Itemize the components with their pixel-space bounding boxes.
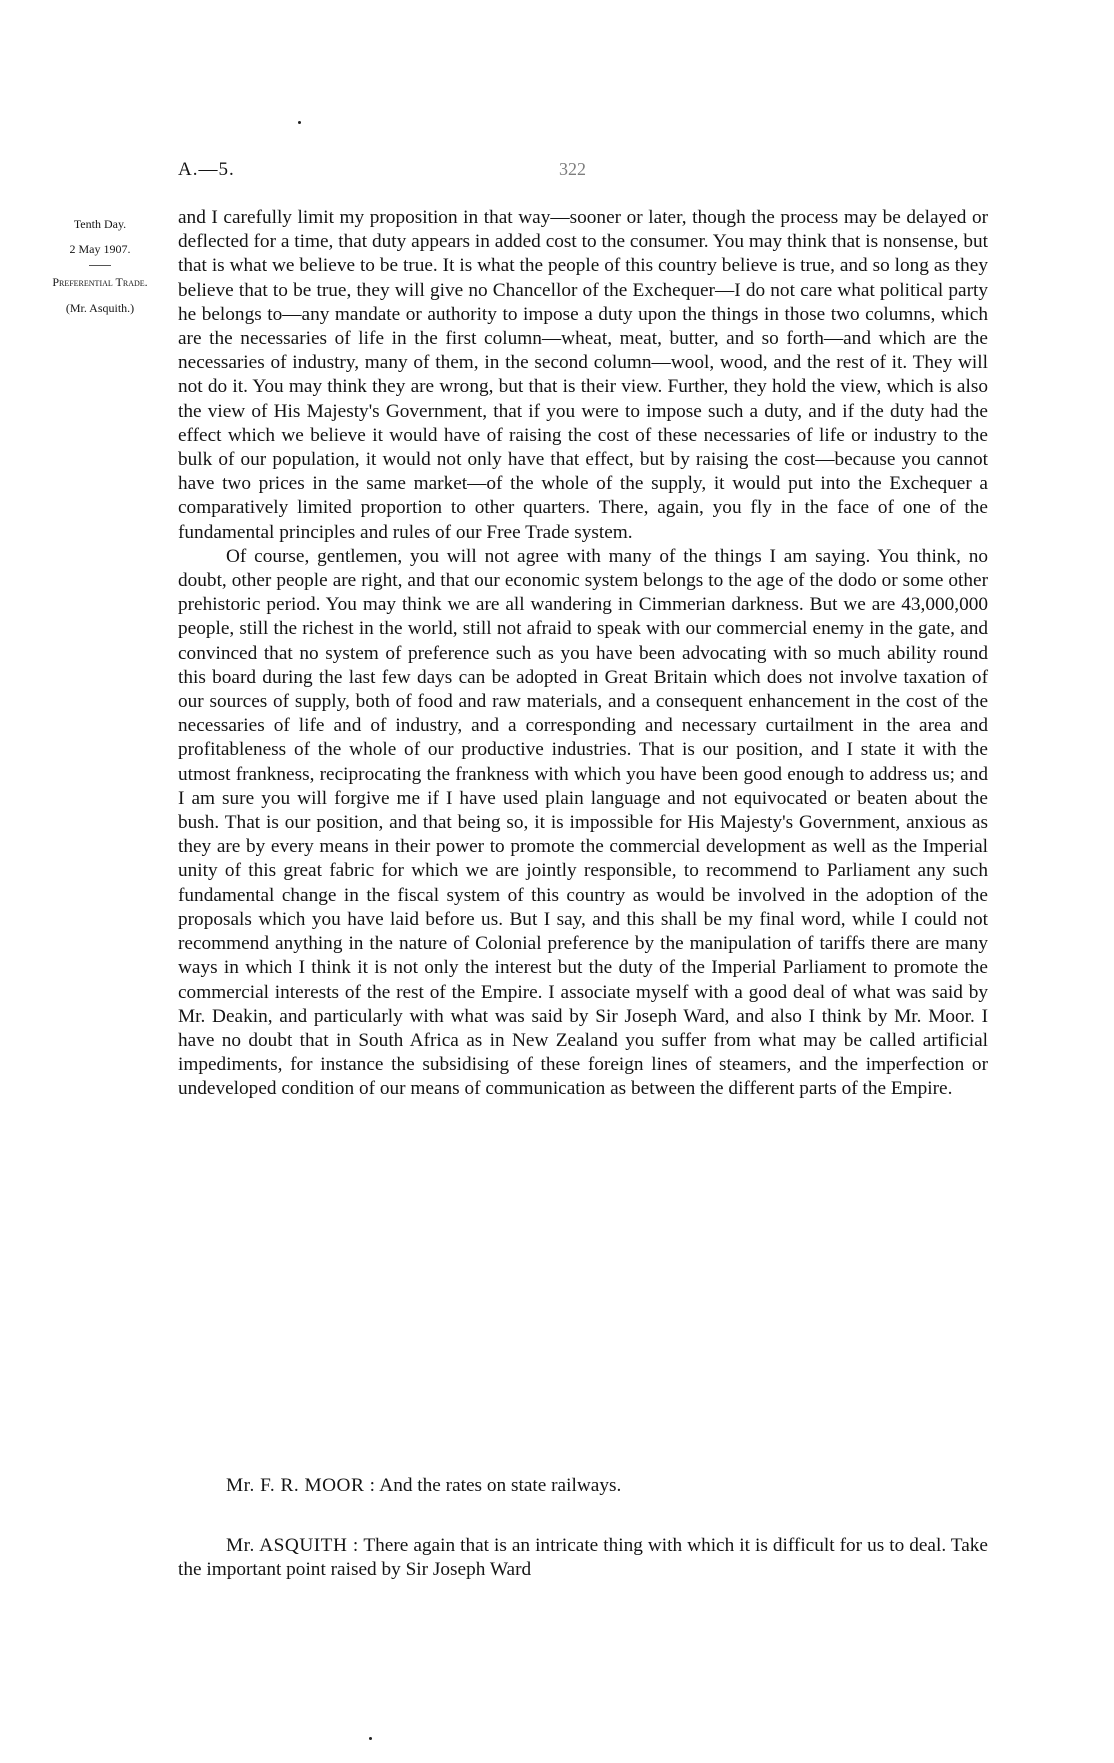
document-reference: A.—5. [178,159,235,180]
speech-moor [178,1474,988,1498]
margin-speaker: (Mr. Asquith.) [65,301,135,315]
margin-divider [89,265,111,266]
margin-note [40,217,160,316]
print-speck [369,1737,372,1740]
margin-date: 2 May 1907. [69,242,131,256]
page-number: 322 [559,159,586,179]
margin-topic: Preferential Trade. [52,275,148,289]
speech-asquith [178,1534,988,1582]
speaker-name: Mr. ASQUITH : [226,1535,359,1556]
page-header [178,159,958,185]
print-speck [298,121,301,124]
paragraph: Of course, gentlemen, you will not agree with many of the things I am saying. You think, no doubt, other people are right, and that our economic system belongs to the age of the dodo or some other prehistoric period. You may think we are all wandering in Cimmerian darkness. But we are 43,000,000 people, still the richest in the world, still not afraid to speak with our commercial enemy in the gate, and convinced that no system of preference such as you have been advocating with so much ability round this board during the last few days can be adopted in Great Britain which does not involve taxation of our sources of supply, both of food and raw materials, and a consequent enhancement in the cost of the necessaries of life and of industry, and a corresponding and necessary curtailment in the area and profitableness of the whole of our productive industries. That is our position, and I state it with the utmost frankness, reciprocating the frankness with which you have been good enough to address us; and I am sure you will forgive me if I have used plain language and not equivocated or beaten about the bush. That is our position, and that being so, it is impossible for His Majesty's Government, anxious as they are by every means in their power to promote the commercial development as well as the Imperial unity of this great fabric for which we are jointly responsible, to recommend to Parliament any such fundamental change in the fiscal system of this country as would be involved in the adoption of the proposals which you have laid before us. But I say, and this shall be my final word, while I could not recommend anything in the nature of Colonial preference by the manipulation of tariffs there are many ways in which I think it is not only the interest but the duty of the Imperial Parliament to promote the commercial interests of the rest of the Empire. I associate myself with a good deal of what was said by Mr. Deakin, and particularly with what was said by Sir Joseph Ward, and also I think by Mr. Moor. I have no doubt that in South Africa as in New Zealand you suffer from what may be called artificial impediments, for instance the subsidising of these foreign lines of steamers, and the imperfection or undeveloped condition of our means of communication as between the different parts of the Empire. [178,545,988,1100]
margin-day: Tenth Day. [73,217,127,231]
speech-text: There again that is an intricate thing with which it is difficult for us to deal. Take the important point raised by Sir Joseph Ward [178,1535,988,1581]
speech-text: And the rates on state railways. [379,1475,622,1496]
speaker-name: Mr. F. R. MOOR : [226,1475,376,1496]
paragraph-continuation: and I carefully limit my proposition in that way—sooner or later, though the process may be delayed or deflected for a time, that duty appears in added cost to the consumer. You may think that is nonsense, but that is what we believe to be true. It is what the people of this country believe is true, and so long as they believe that to be true, they will give no Chancellor of the Exchequer—I do not care what political party he belongs to—any mandate or authority to impose a duty upon the things in those two columns, which are the necessaries of life in the first column—wheat, meat, butter, and so forth—and which are the necessaries of industry, many of them, in the second column—wool, wood, and the rest of it. They will not do it. You may think they are wrong, but that is their view. Further, they hold the view, which is also the view of His Majesty's Government, that if you were to impose such a duty, and if the duty had the effect which we believe it would have of raising the cost of these necessaries of life or industry to the bulk of our population, it would not only have that effect, but by raising the cost—because you cannot have two prices in the same market—of the whole of the supply, it would put into the Exchequer a comparatively limited proportion to other quarters. There, again, you fly in the face of one of the fundamental principles and rules of our Free Trade system. [178,207,988,543]
body-text [178,206,988,1102]
